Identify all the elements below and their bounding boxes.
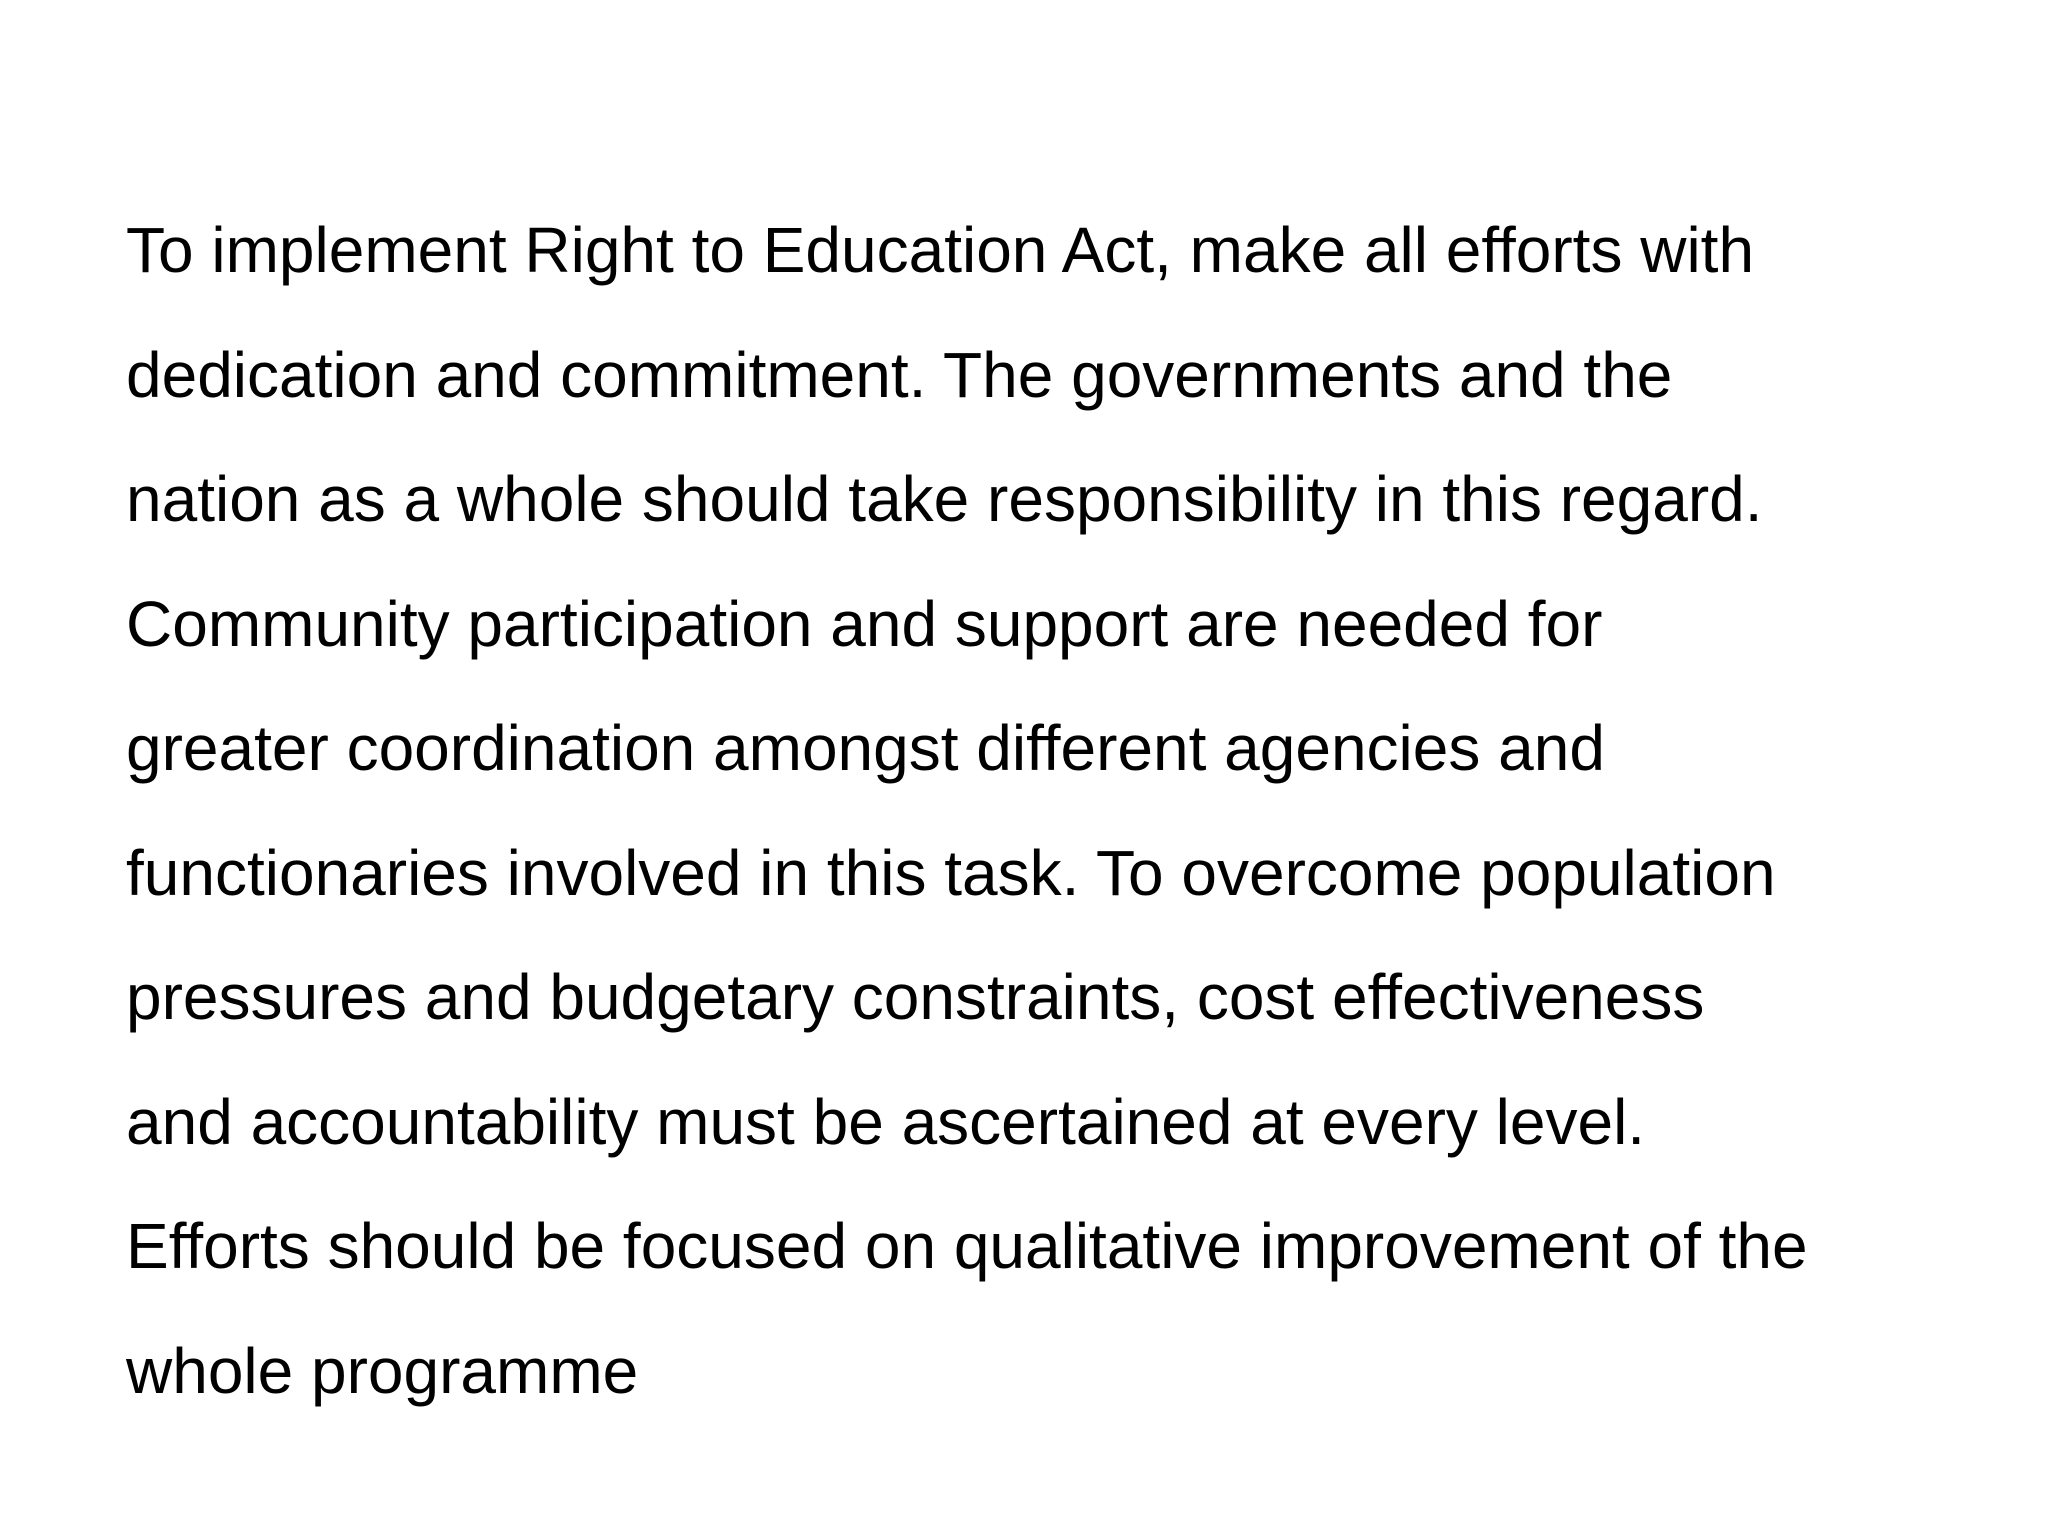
text-line: nation as a whole should take responsibility in this regard. <box>126 463 1763 535</box>
text-line: whole programme <box>126 1334 639 1407</box>
text-line: functionaries involved in this task. To overcome population <box>126 836 1776 909</box>
text-line: Community participation and support are needed for <box>126 587 1603 660</box>
text-line: dedication and commitment. The governments and the <box>126 338 1673 411</box>
body-paragraph <box>126 188 2026 1433</box>
text-line: greater coordination amongst different agencies and <box>126 712 1605 784</box>
text-line: pressures and budgetary constraints, cost effectiveness <box>126 961 1705 1033</box>
text-line: To implement Right to Education Act, make all efforts with <box>126 214 1755 286</box>
text-line: and accountability must be ascertained at every level. <box>126 1085 1646 1158</box>
text-line: Efforts should be focused on qualitative improvement of the <box>126 1210 1808 1282</box>
